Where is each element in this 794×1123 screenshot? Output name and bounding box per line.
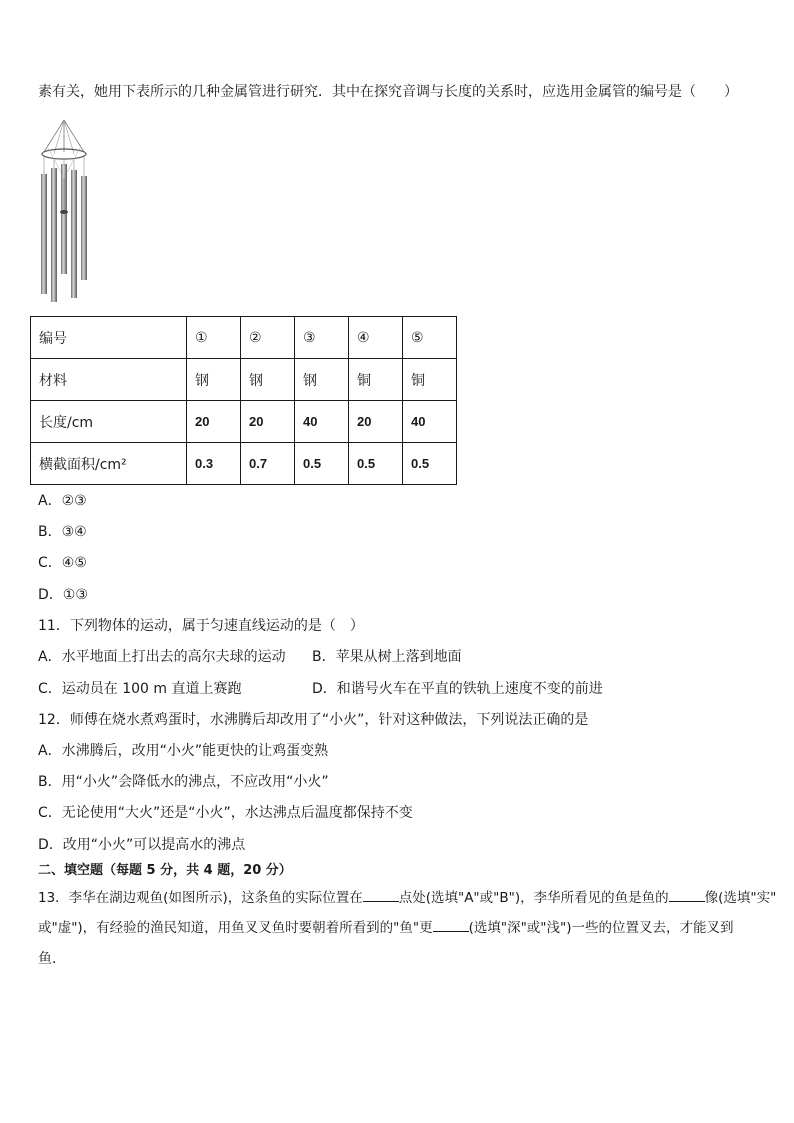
q11-stem: 11．下列物体的运动，属于匀速直线运动的是（ ） [38,618,364,634]
answer-blank[interactable] [363,889,399,902]
table-cell: ② [241,317,295,359]
table-cell: 钢 [241,359,295,401]
table-cell: ③ [295,317,349,359]
metal-tube-table [30,316,457,485]
q12-option-c: C．无论使用“大火”还是“小火”，水达沸点后温度都保持不变 [38,805,413,821]
row-label: 编号 [31,317,187,359]
table-cell: ⑤ [403,317,457,359]
q10-option-a: A．②③ [38,493,87,509]
table-row [31,317,457,359]
q10-intro: 素有关，她用下表所示的几种金属管进行研究．其中在探究音调与长度的关系时，应选用金属管的编号是（ ） [38,84,738,100]
table-cell: 20 [349,401,403,443]
table-cell: 铜 [403,359,457,401]
table-cell: ① [187,317,241,359]
table-cell: 0.7 [241,443,295,485]
row-label: 长度/cm [31,401,187,443]
table-cell: 20 [241,401,295,443]
q11-option-b: B．苹果从树上落到地面 [312,649,462,665]
table-cell: 0.3 [187,443,241,485]
q13-text: 点处(选填"A"或"B")，李华所看见的鱼是鱼的 [398,890,669,906]
table-cell: 0.5 [403,443,457,485]
table-cell: 0.5 [295,443,349,485]
q13-text: 或"虚")，有经验的渔民知道，用鱼叉叉鱼时要朝着所看到的"鱼"更 [38,920,433,936]
q11-option-d: D．和谐号火车在平直的铁轨上速度不变的前进 [312,681,603,697]
table-cell: 铜 [349,359,403,401]
q13-line-2 [38,919,733,937]
answer-blank[interactable] [433,919,469,932]
table-cell: 40 [295,401,349,443]
q10-option-b: B．③④ [38,524,87,540]
table-row [31,401,457,443]
table-cell: ④ [349,317,403,359]
table-cell: 0.5 [349,443,403,485]
table-row [31,443,457,485]
q10-option-d: D．①③ [38,587,88,603]
q12-option-b: B．用“小火”会降低水的沸点，不应改用“小火” [38,774,329,790]
q13-text: (选填"深"或"浅")一些的位置叉去，才能叉到 [468,920,734,936]
section-heading: 二、填空题（每题 5 分，共 4 题，20 分） [38,863,292,878]
table-cell: 40 [403,401,457,443]
q13-line-1 [38,889,776,907]
q12-option-d: D．改用“小火”可以提高水的沸点 [38,837,246,853]
answer-blank[interactable] [669,889,705,902]
q13-text: 像(选填"实" [704,890,777,906]
q10-option-c: C．④⑤ [38,555,87,571]
row-label: 材料 [31,359,187,401]
q13-line-3: 鱼． [38,951,66,967]
row-label: 横截面积/cm² [31,443,187,485]
wind-chimes-image [36,118,92,306]
q12-stem: 12．师傅在烧水煮鸡蛋时，水沸腾后却改用了“小火”，针对这种做法，下列说法正确的是 [38,712,589,728]
table-cell: 钢 [295,359,349,401]
table-cell: 钢 [187,359,241,401]
table-cell: 20 [187,401,241,443]
q13-text: 13．李华在湖边观鱼(如图所示)，这条鱼的实际位置在 [38,890,363,906]
q12-option-a: A．水沸腾后，改用“小火”能更快的让鸡蛋变熟 [38,743,329,759]
table-row [31,359,457,401]
q11-option-a: A．水平地面上打出去的高尔夫球的运动 [38,649,286,665]
q11-option-c: C．运动员在 100 m 直道上赛跑 [38,681,242,697]
